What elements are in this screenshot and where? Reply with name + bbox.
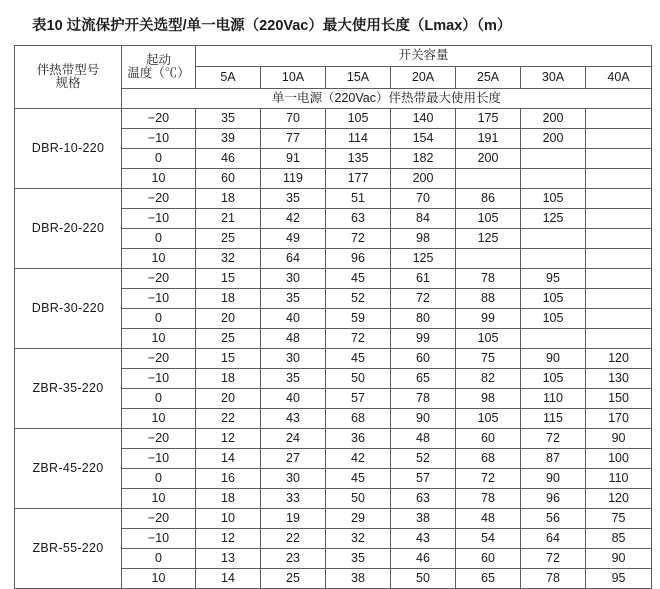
cell-max-length: 105: [456, 409, 521, 429]
cell-max-length: 52: [391, 449, 456, 469]
cell-max-length: 60: [456, 549, 521, 569]
table-row: [15, 349, 652, 369]
cell-start-temperature: 0: [122, 389, 196, 409]
cell-start-temperature: 10: [122, 169, 196, 189]
cell-max-length: 87: [521, 449, 586, 469]
cell-max-length: 64: [261, 249, 326, 269]
header-model-line2: 规格: [55, 76, 81, 90]
cell-start-temperature: 10: [122, 249, 196, 269]
cell-max-length: 119: [261, 169, 326, 189]
header-cell-amp-30a: 30A: [521, 67, 586, 89]
cell-max-length: 20: [196, 309, 261, 329]
cell-max-length: 115: [521, 409, 586, 429]
cell-max-length: 65: [391, 369, 456, 389]
cell-max-length: 20: [196, 389, 261, 409]
header-cell-temperature: [122, 46, 196, 89]
cell-max-length: 30: [261, 269, 326, 289]
cell-max-length: 35: [261, 289, 326, 309]
cell-max-length: 99: [456, 309, 521, 329]
cell-max-length: 96: [521, 489, 586, 509]
cell-max-length: 90: [586, 549, 652, 569]
table-row: [15, 189, 652, 209]
cell-start-temperature: −10: [122, 449, 196, 469]
cell-max-length: 46: [391, 549, 456, 569]
cell-max-length: [586, 269, 652, 289]
cell-max-length: 105: [456, 329, 521, 349]
cell-max-length: 16: [196, 469, 261, 489]
cell-max-length: [586, 229, 652, 249]
cell-max-length: [586, 109, 652, 129]
cell-max-length: 18: [196, 189, 261, 209]
header-model-line1: 伴热带型号: [36, 62, 100, 77]
cell-max-length: 68: [326, 409, 391, 429]
selection-table: [14, 45, 652, 589]
cell-max-length: 105: [521, 189, 586, 209]
header-cell-model: [15, 46, 122, 109]
cell-max-length: 38: [391, 509, 456, 529]
cell-max-length: 65: [456, 569, 521, 589]
cell-max-length: 54: [456, 529, 521, 549]
cell-start-temperature: −20: [122, 349, 196, 369]
cell-max-length: 15: [196, 269, 261, 289]
cell-max-length: 63: [391, 489, 456, 509]
cell-max-length: 23: [261, 549, 326, 569]
cell-model: DBR-20-220: [15, 189, 122, 269]
cell-max-length: [586, 249, 652, 269]
cell-max-length: 60: [391, 349, 456, 369]
cell-max-length: [521, 169, 586, 189]
header-cell-capacity: 开关容量: [196, 46, 652, 67]
cell-start-temperature: 10: [122, 569, 196, 589]
cell-max-length: 200: [521, 109, 586, 129]
table-caption: 表10 过流保护开关选型/单一电源（220Vac）最大使用长度（Lmax）（m）: [32, 18, 512, 34]
header-cell-amp-15a: 15A: [326, 67, 391, 89]
cell-max-length: 125: [456, 229, 521, 249]
cell-max-length: 45: [326, 269, 391, 289]
cell-max-length: 38: [326, 569, 391, 589]
cell-max-length: 32: [326, 529, 391, 549]
cell-max-length: 12: [196, 429, 261, 449]
cell-max-length: 95: [521, 269, 586, 289]
cell-max-length: 35: [261, 189, 326, 209]
cell-max-length: [456, 169, 521, 189]
cell-max-length: 100: [586, 449, 652, 469]
cell-start-temperature: −20: [122, 509, 196, 529]
cell-max-length: 36: [326, 429, 391, 449]
cell-max-length: 12: [196, 529, 261, 549]
table-body: [15, 109, 652, 589]
cell-max-length: 182: [391, 149, 456, 169]
cell-max-length: [521, 329, 586, 349]
cell-max-length: 175: [456, 109, 521, 129]
cell-max-length: 78: [456, 269, 521, 289]
cell-max-length: 64: [521, 529, 586, 549]
cell-max-length: 125: [521, 209, 586, 229]
cell-start-temperature: −10: [122, 209, 196, 229]
header-cell-amp-40a: 40A: [586, 67, 652, 89]
cell-max-length: 191: [456, 129, 521, 149]
cell-max-length: 85: [586, 529, 652, 549]
cell-max-length: 72: [391, 289, 456, 309]
cell-model: DBR-30-220: [15, 269, 122, 349]
cell-max-length: 35: [326, 549, 391, 569]
cell-max-length: 30: [261, 349, 326, 369]
cell-max-length: 170: [586, 409, 652, 429]
cell-max-length: 35: [196, 109, 261, 129]
cell-max-length: 78: [391, 389, 456, 409]
cell-max-length: 99: [391, 329, 456, 349]
cell-start-temperature: 0: [122, 469, 196, 489]
cell-max-length: 45: [326, 349, 391, 369]
cell-max-length: 78: [456, 489, 521, 509]
cell-max-length: 90: [391, 409, 456, 429]
cell-max-length: 43: [391, 529, 456, 549]
cell-max-length: 75: [586, 509, 652, 529]
cell-max-length: 21: [196, 209, 261, 229]
cell-max-length: 39: [196, 129, 261, 149]
cell-start-temperature: −20: [122, 429, 196, 449]
cell-max-length: 105: [521, 369, 586, 389]
table-row: [15, 429, 652, 449]
cell-start-temperature: −10: [122, 529, 196, 549]
cell-max-length: 120: [586, 349, 652, 369]
cell-max-length: 150: [586, 389, 652, 409]
cell-max-length: 50: [326, 369, 391, 389]
cell-max-length: 91: [261, 149, 326, 169]
table-row: [15, 109, 652, 129]
cell-max-length: 90: [521, 469, 586, 489]
cell-max-length: 50: [326, 489, 391, 509]
cell-max-length: [521, 229, 586, 249]
cell-max-length: [586, 289, 652, 309]
cell-max-length: 177: [326, 169, 391, 189]
cell-max-length: [521, 249, 586, 269]
cell-max-length: 30: [261, 469, 326, 489]
cell-max-length: 33: [261, 489, 326, 509]
header-temp-line2: 温度（℃）: [127, 66, 190, 80]
cell-start-temperature: 10: [122, 409, 196, 429]
cell-max-length: 84: [391, 209, 456, 229]
cell-max-length: 86: [456, 189, 521, 209]
cell-max-length: 105: [326, 109, 391, 129]
cell-max-length: 200: [456, 149, 521, 169]
cell-max-length: [456, 249, 521, 269]
cell-max-length: 110: [586, 469, 652, 489]
header-cell-amp-5a: 5A: [196, 67, 261, 89]
cell-model: ZBR-35-220: [15, 349, 122, 429]
cell-max-length: [586, 129, 652, 149]
cell-max-length: 18: [196, 289, 261, 309]
cell-max-length: 25: [196, 229, 261, 249]
cell-max-length: 15: [196, 349, 261, 369]
cell-max-length: 40: [261, 309, 326, 329]
cell-max-length: 14: [196, 569, 261, 589]
cell-max-length: 200: [391, 169, 456, 189]
cell-max-length: [521, 149, 586, 169]
cell-max-length: 40: [261, 389, 326, 409]
cell-start-temperature: 10: [122, 489, 196, 509]
cell-max-length: 61: [391, 269, 456, 289]
cell-max-length: 70: [391, 189, 456, 209]
header-cell-amp-10a: 10A: [261, 67, 326, 89]
cell-max-length: 50: [391, 569, 456, 589]
cell-max-length: 80: [391, 309, 456, 329]
cell-start-temperature: −10: [122, 369, 196, 389]
cell-max-length: 96: [326, 249, 391, 269]
cell-max-length: 32: [196, 249, 261, 269]
cell-max-length: 25: [261, 569, 326, 589]
cell-max-length: 63: [326, 209, 391, 229]
cell-max-length: 22: [196, 409, 261, 429]
cell-max-length: 46: [196, 149, 261, 169]
cell-max-length: 14: [196, 449, 261, 469]
cell-max-length: 125: [391, 249, 456, 269]
cell-max-length: 90: [586, 429, 652, 449]
cell-max-length: 105: [456, 209, 521, 229]
cell-max-length: 57: [326, 389, 391, 409]
cell-max-length: 51: [326, 189, 391, 209]
cell-start-temperature: 0: [122, 549, 196, 569]
header-cell-amp-25a: 25A: [456, 67, 521, 89]
cell-max-length: [586, 309, 652, 329]
cell-max-length: 70: [261, 109, 326, 129]
cell-max-length: 98: [391, 229, 456, 249]
cell-start-temperature: −20: [122, 269, 196, 289]
cell-max-length: 42: [326, 449, 391, 469]
cell-max-length: 72: [326, 329, 391, 349]
cell-max-length: 45: [326, 469, 391, 489]
cell-start-temperature: −10: [122, 289, 196, 309]
cell-max-length: 60: [456, 429, 521, 449]
cell-max-length: [586, 189, 652, 209]
cell-max-length: 56: [521, 509, 586, 529]
cell-max-length: 110: [521, 389, 586, 409]
cell-max-length: 105: [521, 289, 586, 309]
cell-max-length: 120: [586, 489, 652, 509]
cell-model: ZBR-45-220: [15, 429, 122, 509]
cell-max-length: 19: [261, 509, 326, 529]
cell-max-length: 49: [261, 229, 326, 249]
cell-max-length: 43: [261, 409, 326, 429]
cell-max-length: 114: [326, 129, 391, 149]
cell-start-temperature: 0: [122, 149, 196, 169]
cell-max-length: 90: [521, 349, 586, 369]
cell-max-length: 72: [326, 229, 391, 249]
cell-max-length: [586, 209, 652, 229]
cell-max-length: 60: [196, 169, 261, 189]
cell-model: ZBR-55-220: [15, 509, 122, 589]
cell-start-temperature: 0: [122, 309, 196, 329]
cell-max-length: 18: [196, 369, 261, 389]
cell-model: DBR-10-220: [15, 109, 122, 189]
cell-max-length: 105: [521, 309, 586, 329]
cell-max-length: 75: [456, 349, 521, 369]
cell-max-length: 95: [586, 569, 652, 589]
cell-max-length: 98: [456, 389, 521, 409]
cell-max-length: 68: [456, 449, 521, 469]
cell-max-length: 22: [261, 529, 326, 549]
header-temp-line1: 起动: [145, 52, 171, 67]
cell-max-length: 42: [261, 209, 326, 229]
cell-max-length: 77: [261, 129, 326, 149]
cell-max-length: 27: [261, 449, 326, 469]
cell-max-length: 154: [391, 129, 456, 149]
cell-max-length: 57: [391, 469, 456, 489]
cell-max-length: 130: [586, 369, 652, 389]
cell-max-length: 29: [326, 509, 391, 529]
cell-max-length: 48: [391, 429, 456, 449]
cell-max-length: [586, 329, 652, 349]
header-cell-amp-20a: 20A: [391, 67, 456, 89]
cell-max-length: [586, 149, 652, 169]
cell-max-length: 10: [196, 509, 261, 529]
cell-max-length: 48: [261, 329, 326, 349]
cell-max-length: 88: [456, 289, 521, 309]
cell-max-length: 200: [521, 129, 586, 149]
cell-max-length: 140: [391, 109, 456, 129]
cell-max-length: 72: [456, 469, 521, 489]
header-cell-note: 单一电源（220Vac）伴热带最大使用长度: [122, 89, 652, 109]
cell-start-temperature: −20: [122, 109, 196, 129]
cell-max-length: 13: [196, 549, 261, 569]
cell-max-length: 59: [326, 309, 391, 329]
cell-max-length: 72: [521, 549, 586, 569]
cell-max-length: 35: [261, 369, 326, 389]
cell-max-length: 25: [196, 329, 261, 349]
cell-max-length: 18: [196, 489, 261, 509]
cell-max-length: 135: [326, 149, 391, 169]
cell-max-length: 78: [521, 569, 586, 589]
table-row: [15, 269, 652, 289]
cell-max-length: 72: [521, 429, 586, 449]
cell-start-temperature: −20: [122, 189, 196, 209]
cell-max-length: 82: [456, 369, 521, 389]
cell-start-temperature: −10: [122, 129, 196, 149]
cell-start-temperature: 10: [122, 329, 196, 349]
table-head: [15, 46, 652, 109]
cell-max-length: [586, 169, 652, 189]
cell-max-length: 24: [261, 429, 326, 449]
cell-start-temperature: 0: [122, 229, 196, 249]
header-row-capacity: [15, 46, 652, 67]
cell-max-length: 48: [456, 509, 521, 529]
cell-max-length: 52: [326, 289, 391, 309]
table-row: [15, 509, 652, 529]
